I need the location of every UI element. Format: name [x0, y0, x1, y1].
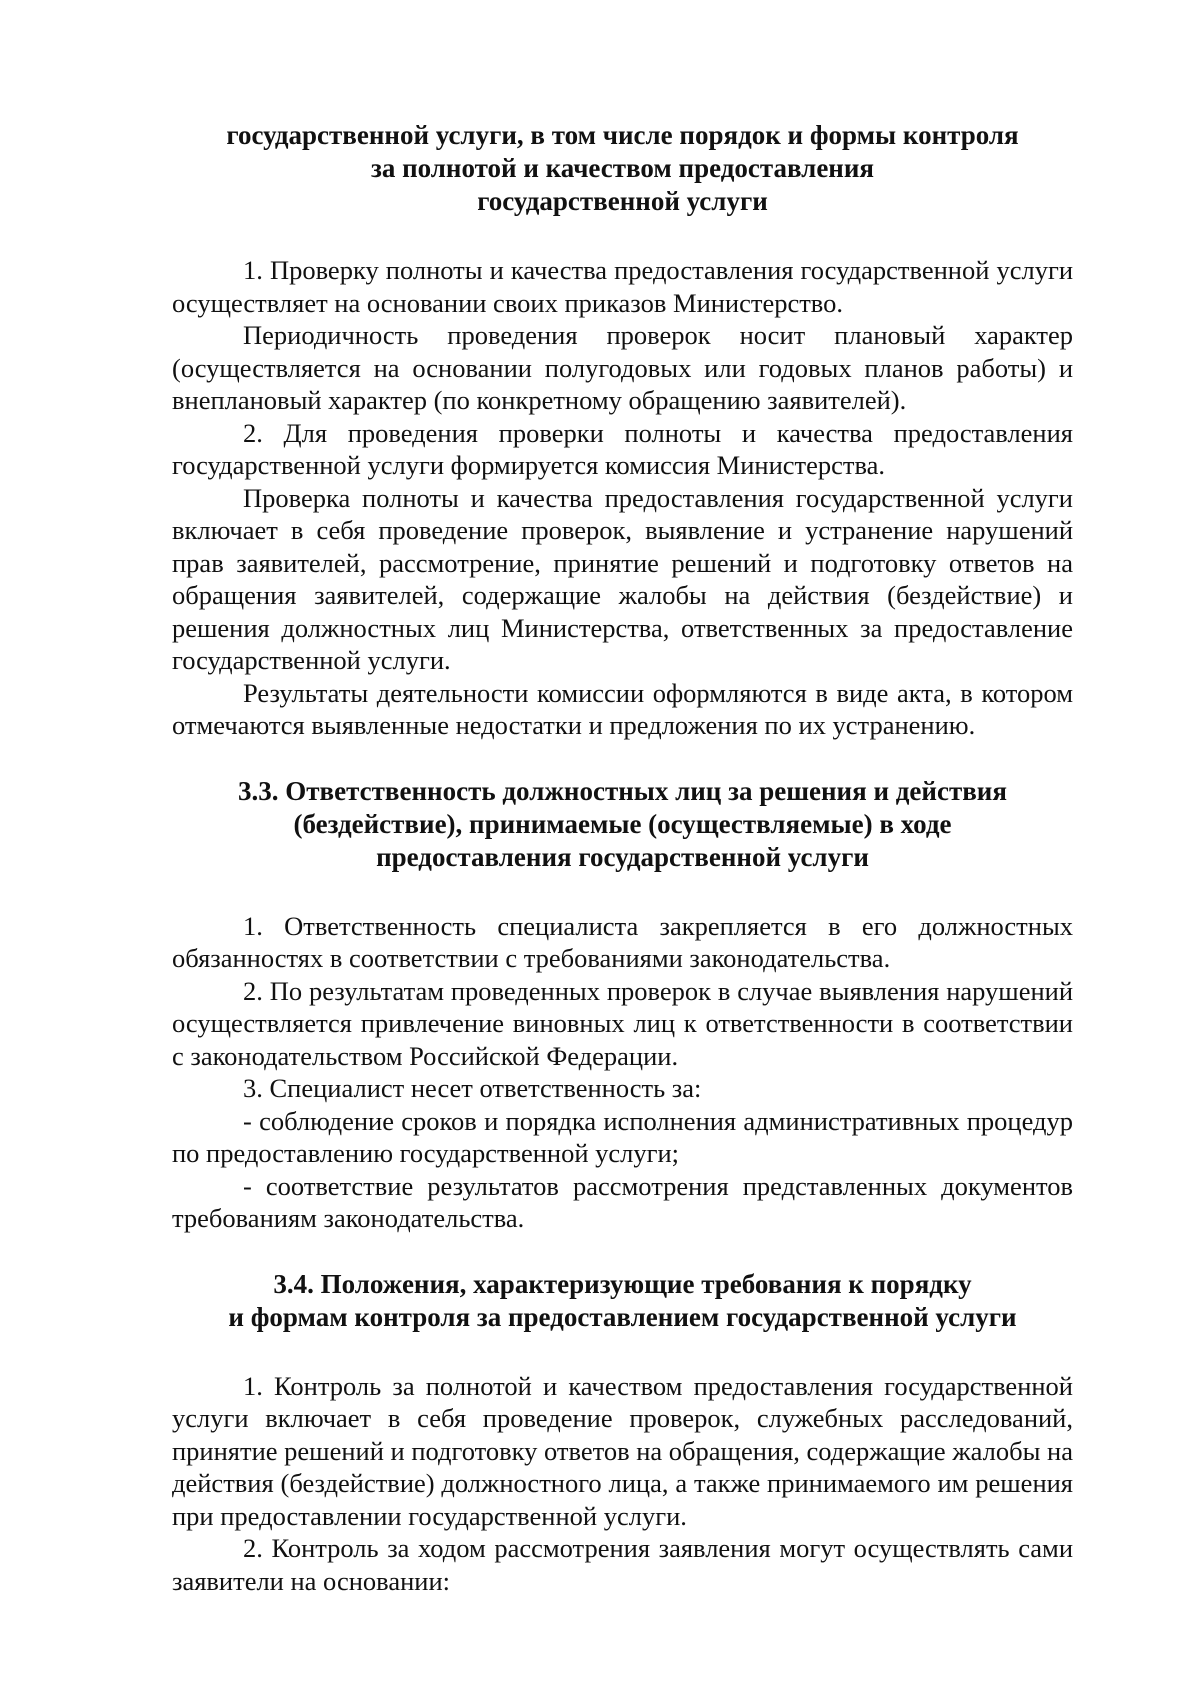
paragraph: 1. Контроль за полнотой и качеством предоставления государственной услуги включает в себя проведение проверок, служебных расследований, принятие решений и подготовку ответов на обращения, содержащие жалобы на действия (бездействие) должностного лица, а также принимаемого им решения при предоставлении государственной услуги. [172, 1370, 1073, 1531]
heading-line: 3.4. Положения, характеризующие требования к порядку [273, 1268, 972, 1299]
paragraph: 1. Проверку полноты и качества предоставления государственной услуги осуществляет на основании своих приказов Министерство. [172, 255, 1073, 318]
section-3-4-body [172, 1370, 1073, 1598]
paragraph: 3. Специалист несет ответственность за: [243, 1073, 702, 1103]
paragraph: Проверка полноты и качества предоставления государственной услуги включает в себя проведение проверок, выявление и устранение нарушений прав заявителей, рассмотрение, принятие решений и подготовку ответов на обращения заявителей, содержащие жалобы на действия (бездействие) и решения должностных лиц Министерства, ответственных за предоставление государственной услуги. [172, 482, 1073, 675]
paragraph: Периодичность проведения проверок носит плановый характер (осуществляется на основании полугодовых или годовых планов работы) и внеплановый характер (по конкретному обращению заявителей). [172, 320, 1073, 415]
heading-line: и формам контроля за предоставлением государственной услуги [228, 1301, 1017, 1332]
paragraph: 1. Ответственность специалиста закрепляется в его должностных обязанностях в соответствии с требованиями законодательства. [172, 910, 1073, 973]
list-item: - соответствие результатов рассмотрения представленных документов требованиям законодательства. [172, 1170, 1073, 1233]
heading-section-3-4 [172, 1268, 1073, 1334]
section-quality-checks [172, 254, 1073, 742]
heading-line: за полнотой и качеством предоставления [370, 153, 875, 183]
heading-line: государственной услуги, в том числе порядок и формы контроля [226, 120, 1019, 150]
heading-line: 3.3. Ответственность должностных лиц за решения и действия [238, 775, 1007, 806]
heading-line: предоставления государственной услуги [376, 841, 869, 872]
paragraph: 2. Для проведения проверки полноты и качества предоставления государственной услуги формируется комиссия Министерства. [172, 417, 1073, 480]
paragraph: 2. По результатам проведенных проверок в случае выявления нарушений осуществляется привлечение виновных лиц к ответственности в соответствии с законодательством Российской Федерации. [172, 975, 1073, 1071]
heading-control-procedure [172, 119, 1073, 218]
heading-line: (бездействие), принимаемые (осуществляемые) в ходе [293, 808, 952, 839]
paragraph: 2. Контроль за ходом рассмотрения заявления могут осуществлять сами заявители на основании: [172, 1533, 1073, 1596]
paragraph: Результаты деятельности комиссии оформляются в виде акта, в котором отмечаются выявленные недостатки и предложения по их устранению. [172, 677, 1073, 740]
list-item: - соблюдение сроков и порядка исполнения административных процедур по предоставлению государственной услуги; [172, 1105, 1073, 1168]
heading-line: государственной услуги [477, 186, 768, 216]
heading-section-3-3 [172, 775, 1073, 874]
section-3-3-body [172, 910, 1073, 1235]
